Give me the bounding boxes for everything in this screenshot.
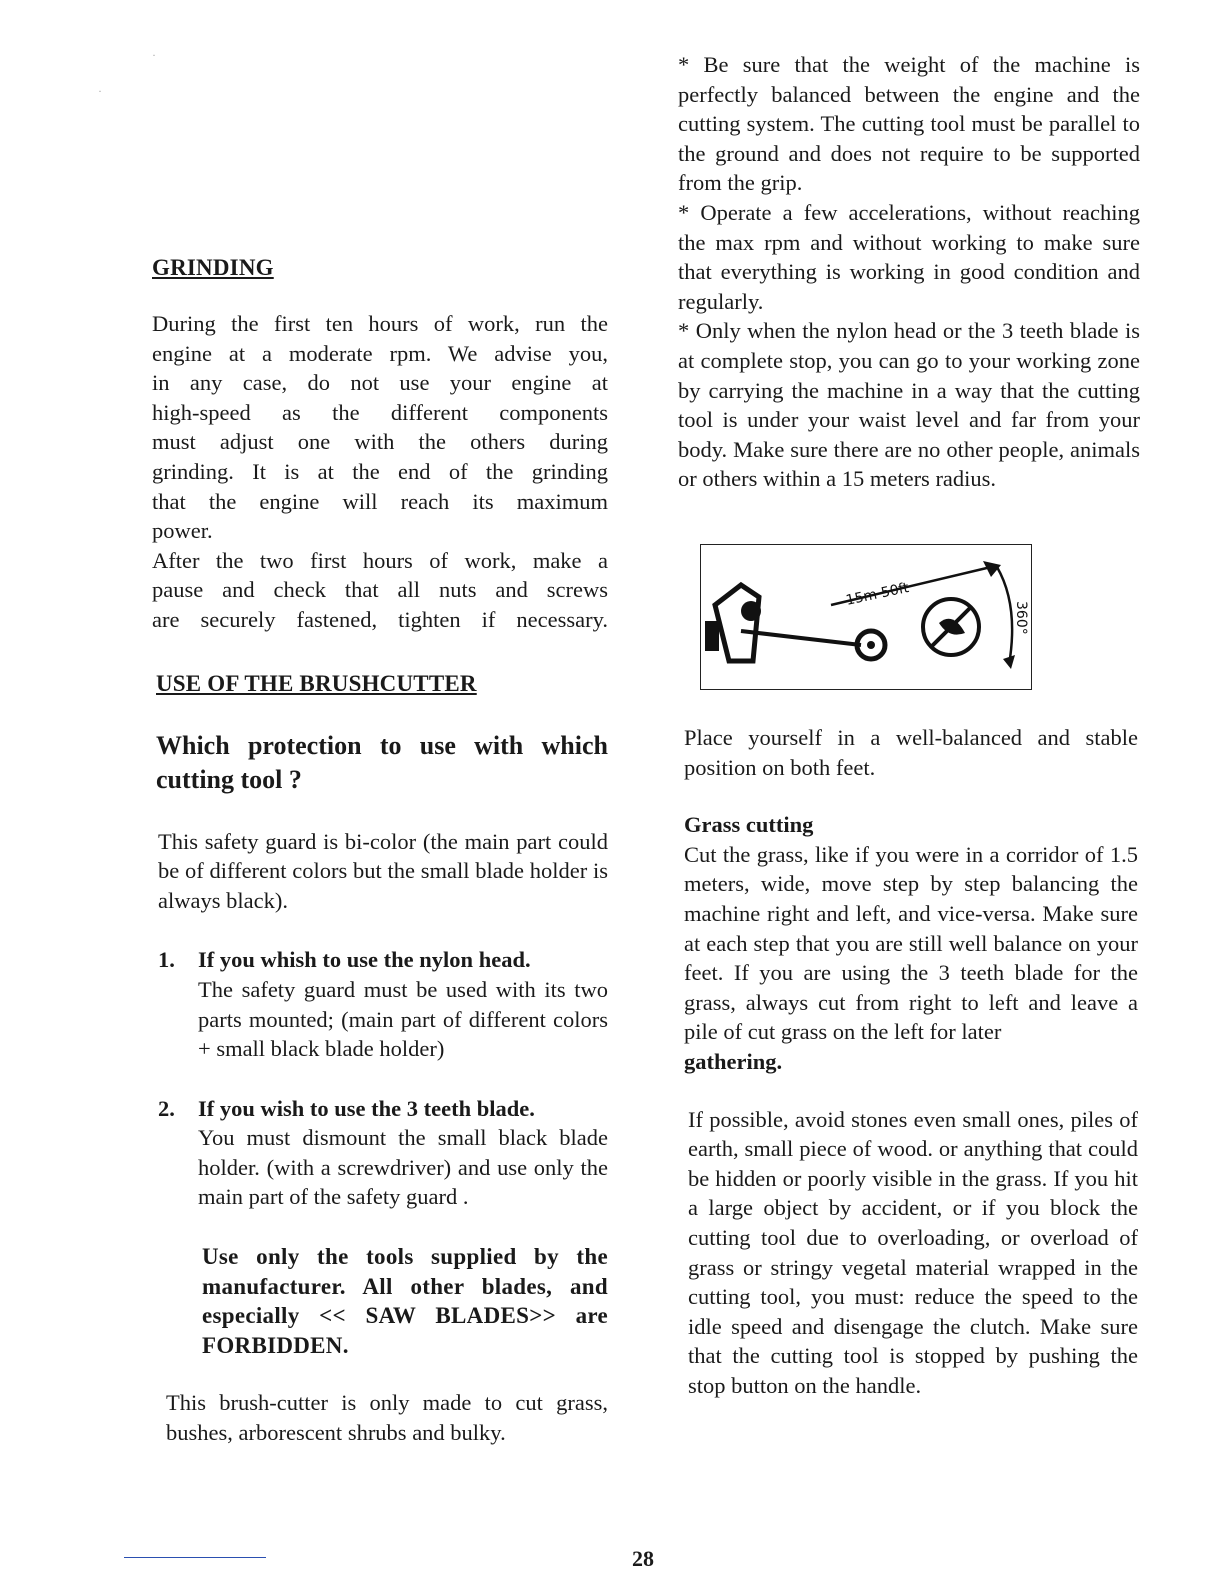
scan-speck: · bbox=[98, 84, 102, 98]
grass-cutting-body: Cut the grass, like if you were in a corridor of 1.5 meters, wide, move step by step balancing the machine right and left, and vice-versa. Make sure at each step that you are still well balance on your feet. If you are using the 3 teeth blade for the grass, always cut from right to left and leave a pile of cut grass on the left for later bbox=[684, 841, 1138, 1045]
cutting-head-hub bbox=[867, 641, 875, 649]
angle-label: 360° bbox=[1013, 601, 1029, 635]
protection-heading: Which protection to use with which cutting tool ? bbox=[156, 730, 608, 794]
safety-radius-figure bbox=[700, 544, 1032, 690]
guard-text: This safety guard is bi-color (the main part could be of different colors but the small blade holder is always black). bbox=[158, 828, 608, 913]
closing-text: This brush-cutter is only made to cut grass, bushes, arborescent shrubs and bulky. bbox=[166, 1390, 608, 1446]
rotation-arrowhead bbox=[1003, 655, 1015, 669]
animal-silhouette bbox=[939, 619, 965, 635]
item-number: 2. bbox=[158, 1095, 175, 1121]
rotation-arc bbox=[997, 567, 1012, 665]
item-heading: If you whish to use the nylon head. bbox=[198, 947, 531, 973]
item-heading: If you wish to use the 3 teeth blade. bbox=[198, 1095, 535, 1121]
right-column bbox=[678, 50, 1140, 494]
grinding-line: high-speed as the different components bbox=[152, 399, 608, 425]
grass-cutting-title: Grass cutting bbox=[684, 812, 814, 838]
stance-text: Place yourself in a well-balanced and stable position on both feet. bbox=[684, 725, 1138, 780]
scan-speck: · bbox=[152, 48, 156, 62]
page-number: 28 bbox=[632, 1546, 654, 1571]
item-text: The safety guard must be used with its two parts mounted; (main part of different colors + small black blade holder) bbox=[198, 976, 608, 1062]
stones-text: If possible, avoid stones even small ones, piles of earth, small piece of wood. or anything that could be hidden or poorly visible in the grass. If you hit a large object by accident, or if you block the cutting tool due to overloading, or overload of grass or stringy vegetal material wrapped in the cutting tool, you must: reduce the speed to the idle speed and disengage the clutch. Make sure that the cutting tool is stopped by pushing the stop button on the handle. bbox=[688, 1106, 1138, 1398]
operator-shape bbox=[705, 621, 719, 651]
grinding-line: engine at a moderate rpm. We advise you, bbox=[152, 340, 608, 366]
distance-label: 15m 50ft bbox=[844, 579, 911, 609]
grinding-line: that the engine will reach its maximum bbox=[152, 488, 608, 514]
operator-diagram bbox=[701, 545, 1031, 689]
grinding-line: must adjust one with the others during bbox=[152, 429, 608, 455]
grinding-line: During the first ten hours of work, run the bbox=[152, 311, 608, 336]
grinding-title: GRINDING bbox=[152, 255, 274, 280]
left-column bbox=[152, 255, 608, 1448]
balance-bullet: * Be sure that the weight of the machine is perfectly balanced between the engine and the cutting system. The cutting tool must be parallel to the ground and does not require to be supported from the grip. bbox=[678, 52, 1140, 196]
item-text: You must dismount the small black blade holder. (with a screwdriver) and use only the main part of the safety guard . bbox=[198, 1125, 608, 1210]
footer-rule bbox=[124, 1557, 266, 1558]
item-number: 1. bbox=[158, 947, 175, 973]
tool-list bbox=[152, 945, 608, 1212]
grinding-line: in any case, do not use your engine at bbox=[152, 370, 608, 396]
operator-body bbox=[715, 585, 759, 661]
list-item bbox=[152, 1094, 608, 1212]
grinding-line: After the two first hours of work, make a bbox=[152, 547, 608, 573]
grass-cutting-text bbox=[684, 840, 1138, 1077]
grinding-line: pause and check that all nuts and screws bbox=[152, 577, 608, 603]
use-title: USE OF THE BRUSHCUTTER bbox=[156, 670, 477, 696]
grinding-line: power. bbox=[152, 518, 213, 544]
right-column-lower bbox=[684, 723, 1138, 1400]
brushcutter-shaft bbox=[741, 631, 861, 645]
grinding-line: are securely fastened, tighten if necessary. bbox=[152, 606, 608, 632]
list-item bbox=[152, 945, 608, 1063]
acceleration-bullet: * Operate a few accelerations, without reaching the max rpm and without working to make sure that everything is working in good condition and regularly. bbox=[678, 199, 1140, 314]
carry-bullet: * Only when the nylon head or the 3 teeth blade is at complete stop, you can go to your working zone by carrying the machine in a way that the cutting tool is under your waist level and far from your body. Make sure there are no other people, animals or others within a 15 meters radius. bbox=[678, 318, 1140, 492]
grinding-paragraph bbox=[152, 309, 608, 635]
grinding-line: grinding. It is at the end of the grinding bbox=[152, 458, 608, 484]
operator-head bbox=[741, 601, 761, 621]
grass-cutting-bold-end: gathering. bbox=[684, 1048, 783, 1074]
forbidden-warning: Use only the tools supplied by the manufacturer. All other blades, and especially << SAW BLADES>> are FORBIDDEN. bbox=[202, 1244, 608, 1358]
